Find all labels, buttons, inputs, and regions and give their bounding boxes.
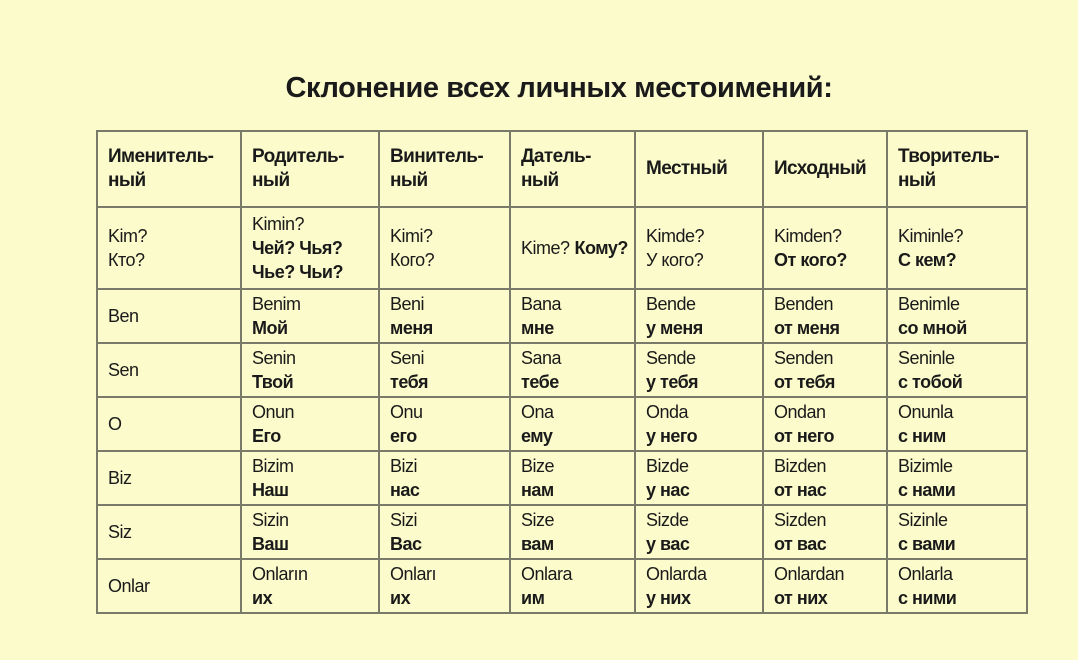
russian-word: его <box>390 426 417 446</box>
russian-word: меня <box>390 318 433 338</box>
russian-word: у него <box>646 426 698 446</box>
header-genitive <box>241 131 379 207</box>
turkish-word: Onu <box>390 402 423 422</box>
cell-locative <box>635 451 763 505</box>
russian-word: нам <box>521 480 554 500</box>
cell-instrumental <box>887 397 1027 451</box>
russian-word: нас <box>390 480 420 500</box>
turkish-word: Onlardan <box>774 564 845 584</box>
pronoun-row <box>97 559 1027 613</box>
turkish-word: Kime? <box>521 238 570 258</box>
header-label: Родитель- <box>252 146 344 167</box>
pronoun-nominative: Onlar <box>108 576 150 596</box>
turkish-word: Bende <box>646 294 696 314</box>
turkish-word: Kimde? <box>646 226 705 246</box>
turkish-word: Bana <box>521 294 562 314</box>
russian-word: Кому? <box>574 238 628 258</box>
turkish-word: Bizde <box>646 456 689 476</box>
turkish-word: Kimin? <box>252 214 305 234</box>
cell-dative <box>510 343 635 397</box>
header-label: Датель- <box>521 146 591 167</box>
cell-dative <box>510 505 635 559</box>
turkish-word: Kim? <box>108 226 148 246</box>
cell-nominative <box>97 289 241 343</box>
turkish-word: Sizin <box>252 510 289 530</box>
header-label: Местный <box>646 158 728 179</box>
russian-word: им <box>521 588 545 608</box>
cell-locative-question <box>635 207 763 289</box>
turkish-word: Sana <box>521 348 562 368</box>
turkish-word: Onlarla <box>898 564 953 584</box>
russian-word: от нас <box>774 480 827 500</box>
cell-nominative <box>97 343 241 397</box>
turkish-word: Seni <box>390 348 425 368</box>
cell-dative <box>510 559 635 613</box>
cell-ablative <box>763 505 887 559</box>
cell-dative-question <box>510 207 635 289</box>
header-label: ный <box>252 170 290 191</box>
header-label: Исходный <box>774 158 867 179</box>
turkish-word: Sizi <box>390 510 418 530</box>
cell-genitive <box>241 289 379 343</box>
turkish-word: Kimden? <box>774 226 842 246</box>
cell-nominative-question <box>97 207 241 289</box>
russian-word: Мой <box>252 318 288 338</box>
cell-locative <box>635 343 763 397</box>
turkish-word: Bizi <box>390 456 418 476</box>
turkish-word: Onunla <box>898 402 954 422</box>
cell-instrumental <box>887 451 1027 505</box>
russian-word: Чье? Чьи? <box>252 262 343 282</box>
cell-locative <box>635 397 763 451</box>
russian-word: со мной <box>898 318 967 338</box>
russian-word: От кого? <box>774 250 847 270</box>
russian-word: Кто? <box>108 250 145 270</box>
cell-instrumental <box>887 343 1027 397</box>
header-locative <box>635 131 763 207</box>
russian-word: Его <box>252 426 281 446</box>
cell-genitive <box>241 343 379 397</box>
cell-locative <box>635 505 763 559</box>
turkish-word: Sizinle <box>898 510 948 530</box>
header-label: ный <box>108 170 146 191</box>
turkish-word: Onlara <box>521 564 573 584</box>
turkish-word: Sizde <box>646 510 689 530</box>
cell-ablative <box>763 559 887 613</box>
russian-word: от меня <box>774 318 840 338</box>
pronoun-row <box>97 289 1027 343</box>
turkish-word: Beni <box>390 294 425 314</box>
russian-word: от них <box>774 588 828 608</box>
russian-word: от вас <box>774 534 827 554</box>
russian-word: от тебя <box>774 372 835 392</box>
cell-instrumental <box>887 559 1027 613</box>
turkish-word: Senden <box>774 348 834 368</box>
russian-word: ему <box>521 426 553 446</box>
russian-word: тебя <box>390 372 428 392</box>
cell-nominative <box>97 559 241 613</box>
header-row <box>97 131 1027 207</box>
pronoun-row <box>97 505 1027 559</box>
russian-word: мне <box>521 318 554 338</box>
page-title: Склонение всех личных местоимений: <box>285 72 833 104</box>
cell-dative <box>510 289 635 343</box>
pronoun-nominative: Biz <box>108 468 132 488</box>
russian-word: С кем? <box>898 250 957 270</box>
turkish-word: Bizimle <box>898 456 953 476</box>
cell-genitive <box>241 559 379 613</box>
turkish-word: Kiminle? <box>898 226 964 246</box>
turkish-word: Seninle <box>898 348 955 368</box>
russian-word: Ваш <box>252 534 289 554</box>
russian-word: с нами <box>898 480 956 500</box>
turkish-word: Sende <box>646 348 696 368</box>
cell-ablative <box>763 451 887 505</box>
header-nominative <box>97 131 241 207</box>
russian-word: с тобой <box>898 372 963 392</box>
turkish-word: Senin <box>252 348 296 368</box>
russian-word: У кого? <box>646 250 704 270</box>
russian-word: Кого? <box>390 250 435 270</box>
header-accusative <box>379 131 510 207</box>
russian-word: у тебя <box>646 372 698 392</box>
cell-locative <box>635 559 763 613</box>
russian-word: тебе <box>521 372 559 392</box>
header-instrumental <box>887 131 1027 207</box>
russian-word: Наш <box>252 480 289 500</box>
question-row <box>97 207 1027 289</box>
cell-dative <box>510 397 635 451</box>
turkish-word: Onlarda <box>646 564 707 584</box>
header-label: ный <box>521 170 559 191</box>
pronoun-rows <box>97 289 1027 613</box>
pronoun-nominative: Ben <box>108 306 139 326</box>
russian-word: у меня <box>646 318 703 338</box>
russian-word: Твой <box>252 372 294 392</box>
cell-instrumental <box>887 505 1027 559</box>
header-ablative <box>763 131 887 207</box>
cell-ablative <box>763 397 887 451</box>
cell-nominative <box>97 505 241 559</box>
turkish-word: Benden <box>774 294 834 314</box>
russian-word: у вас <box>646 534 690 554</box>
cell-ablative-question <box>763 207 887 289</box>
cell-genitive <box>241 505 379 559</box>
turkish-word: Sizden <box>774 510 827 530</box>
cell-ablative <box>763 289 887 343</box>
cell-ablative <box>763 343 887 397</box>
russian-word: вам <box>521 534 554 554</box>
russian-word: Чей? Чья? <box>252 238 343 258</box>
cell-nominative <box>97 451 241 505</box>
pronoun-row <box>97 397 1027 451</box>
turkish-word: Onun <box>252 402 295 422</box>
turkish-word: Benim <box>252 294 301 314</box>
pronoun-nominative: Sen <box>108 360 139 380</box>
cell-accusative-question <box>379 207 510 289</box>
cell-genitive-question <box>241 207 379 289</box>
header-label: Именитель- <box>108 146 214 167</box>
turkish-word: Bizim <box>252 456 294 476</box>
cell-accusative <box>379 397 510 451</box>
pronoun-nominative: Siz <box>108 522 132 542</box>
russian-word: с ним <box>898 426 946 446</box>
russian-word: их <box>252 588 273 608</box>
header-dative <box>510 131 635 207</box>
header-label: Творитель- <box>898 146 1000 167</box>
cell-locative <box>635 289 763 343</box>
turkish-word: Onları <box>390 564 437 584</box>
turkish-word: Onda <box>646 402 689 422</box>
pronoun-nominative: O <box>108 414 122 434</box>
pronoun-row <box>97 343 1027 397</box>
turkish-word: Bizden <box>774 456 827 476</box>
cell-instrumental <box>887 289 1027 343</box>
russian-word: с ними <box>898 588 957 608</box>
turkish-word: Ondan <box>774 402 826 422</box>
turkish-word: Size <box>521 510 555 530</box>
cell-accusative <box>379 451 510 505</box>
turkish-word: Benimle <box>898 294 960 314</box>
cell-genitive <box>241 451 379 505</box>
header-label: ный <box>390 170 428 191</box>
cell-instrumental-question <box>887 207 1027 289</box>
russian-word: у них <box>646 588 691 608</box>
cell-accusative <box>379 343 510 397</box>
russian-word: с вами <box>898 534 956 554</box>
cell-accusative <box>379 505 510 559</box>
header-label: ный <box>898 170 936 191</box>
russian-word: их <box>390 588 411 608</box>
cell-accusative <box>379 289 510 343</box>
pronoun-declension-table <box>96 130 1028 614</box>
cell-nominative <box>97 397 241 451</box>
header-label: Винитель- <box>390 146 484 167</box>
russian-word: Вас <box>390 534 422 554</box>
cell-genitive <box>241 397 379 451</box>
russian-word: от него <box>774 426 835 446</box>
turkish-word: Bize <box>521 456 555 476</box>
turkish-word: Onların <box>252 564 308 584</box>
turkish-word: Ona <box>521 402 554 422</box>
turkish-word: Kimi? <box>390 226 433 246</box>
cell-accusative <box>379 559 510 613</box>
pronoun-row <box>97 451 1027 505</box>
russian-word: у нас <box>646 480 690 500</box>
cell-dative <box>510 451 635 505</box>
